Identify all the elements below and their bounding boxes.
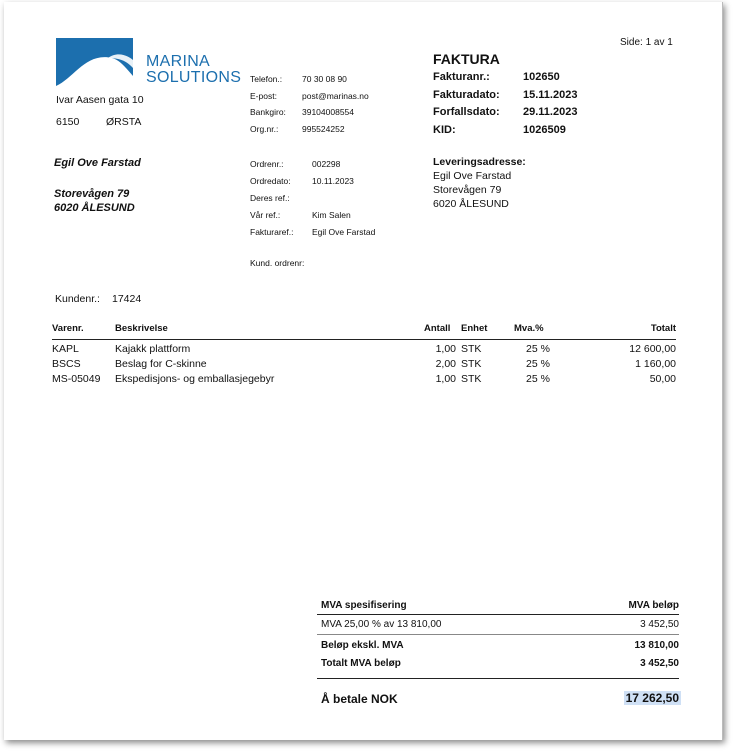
delivery-street: Storevågen 79 (433, 184, 502, 196)
customer-name: Egil Ove Farstad (54, 157, 141, 169)
customer-order-number-label: Kund. ordrenr: (250, 258, 305, 268)
delivery-name: Egil Ove Farstad (433, 170, 512, 182)
excl-vat-value: 13 810,00 (634, 640, 679, 651)
summary-divider (317, 614, 679, 615)
customer-address (54, 187, 135, 215)
customer-number: Kundenr.: 17424 (55, 293, 142, 305)
order-info (250, 156, 375, 241)
table-header: Varenr. Beskrivelse Antall Enhet Mva.% Totalt (52, 323, 676, 334)
amount-due-value[interactable]: 17 262,50 (625, 691, 679, 705)
vat-amount-label: MVA beløp (628, 600, 679, 611)
vat-summary (317, 598, 679, 718)
marina-wave-logo (56, 38, 133, 86)
contact-bankgiro: Bankgiro: 39104008554 (250, 107, 355, 117)
delivery-address (433, 155, 526, 211)
table-row: MS-05049 Ekspedisjons- og emballasjegebyr 1,00 STK 25 % 50,00 (52, 373, 676, 385)
table-header-divider (52, 339, 676, 340)
vat-spec-label: MVA spesifisering (321, 600, 407, 611)
logo-text (146, 54, 241, 86)
company-contact (250, 71, 369, 137)
kid-number: KID: 1026509 (433, 123, 566, 136)
summary-divider (317, 634, 679, 635)
logo-line-1: MARINA (146, 53, 211, 70)
table-row: KAPL Kajakk plattform 1,00 STK 25 % 12 600,00 (52, 343, 676, 355)
invoice-page (4, 2, 723, 740)
summary-divider (317, 678, 679, 679)
due-date: Forfallsdato: 29.11.2023 (433, 106, 578, 118)
contact-phone: Telefon.: 70 30 08 90 (250, 74, 347, 84)
vat-line: MVA 25,00 % av 13 810,00 (321, 619, 442, 630)
company-city: ØRSTA (106, 116, 142, 128)
total-vat-value: 3 452,50 (640, 658, 679, 669)
contact-email: E-post: post@marinas.no (250, 90, 369, 101)
invoice-title: FAKTURA (433, 51, 500, 67)
company-postcode: 6150 (56, 116, 80, 128)
company-address: Ivar Aasen gata 10 (56, 94, 144, 106)
invoice-fields (433, 69, 577, 139)
customer-city: 6020 ÅLESUND (54, 202, 135, 214)
order-number: Ordrenr.: 002298 (250, 159, 341, 169)
order-date: Ordredato: 10.11.2023 (250, 176, 354, 186)
vat-line-value: 3 452,50 (640, 619, 679, 630)
invoice-number: Fakturanr.: 102650 (433, 71, 560, 83)
invoice-date: Fakturadato: 15.11.2023 (433, 88, 578, 101)
our-ref: Vår ref.: Kim Salen (250, 210, 351, 220)
delivery-city: 6020 ÅLESUND (433, 198, 509, 210)
invoice-ref: Fakturaref.: Egil Ove Farstad (250, 227, 376, 237)
contact-orgnr: Org.nr.: 995524252 (250, 123, 345, 134)
amount-due-label: Å betale NOK (321, 692, 398, 706)
excl-vat-label: Beløp ekskl. MVA (321, 640, 404, 651)
logo-line-2: SOLUTIONS (146, 69, 242, 86)
page-number: Side: 1 av 1 (620, 37, 673, 48)
delivery-heading: Leveringsadresse: (433, 156, 526, 168)
total-vat-label: Totalt MVA beløp (321, 658, 401, 669)
customer-street: Storevågen 79 (54, 188, 130, 200)
table-row: BSCS Beslag for C-skinne 2,00 STK 25 % 1 160,00 (52, 358, 676, 370)
your-ref: Deres ref.: (250, 193, 290, 203)
